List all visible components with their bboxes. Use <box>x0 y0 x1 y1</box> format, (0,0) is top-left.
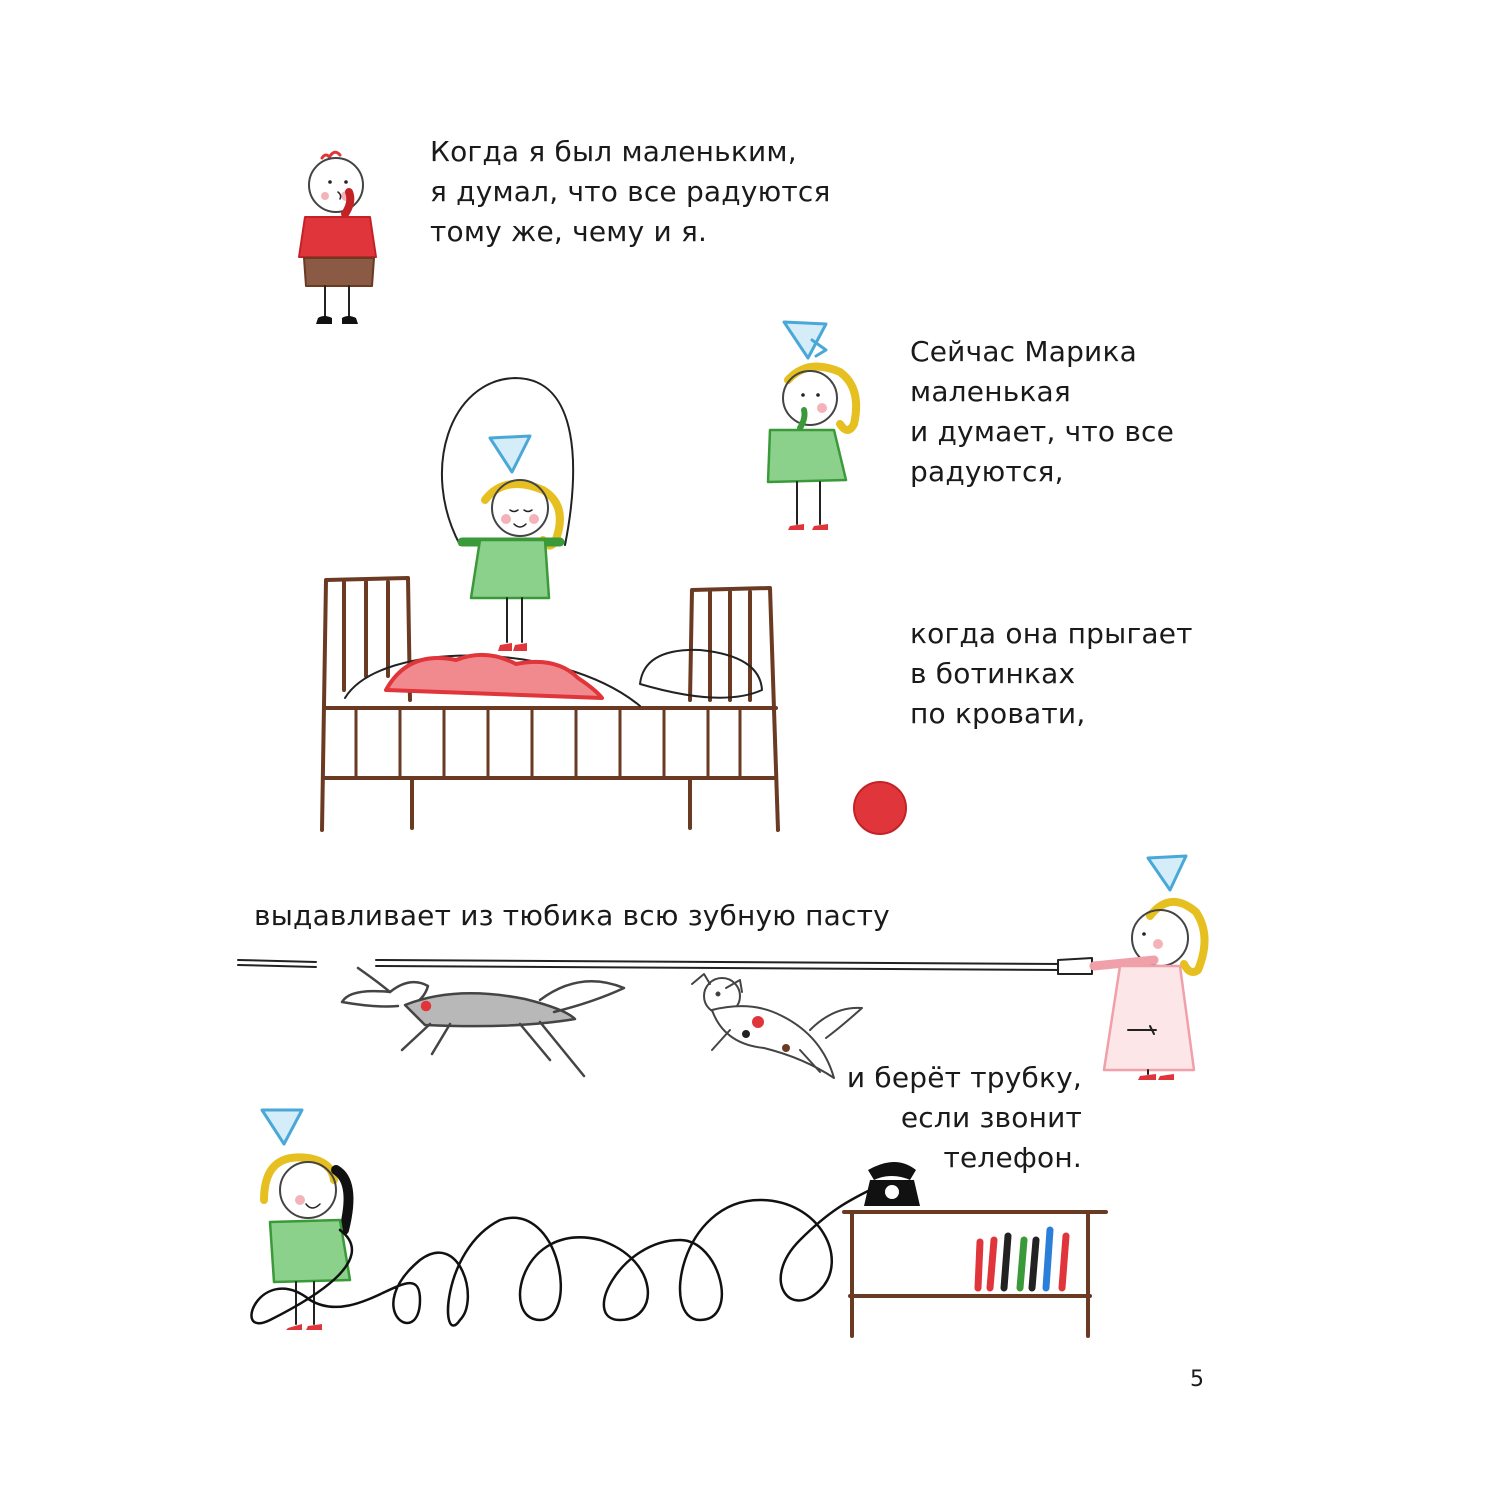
intro-line-3: тому же, чему и я. <box>430 215 708 248</box>
bed-line-3: по кровати, <box>910 697 1086 730</box>
bed-line-2: в ботинках <box>910 657 1076 690</box>
marika-line-4: радуются, <box>910 455 1064 488</box>
girl-with-toothpaste-illustration <box>1094 856 1205 1080</box>
bed-line-1: когда она прыгает <box>910 617 1193 650</box>
marika-line-2: маленькая <box>910 375 1071 408</box>
girl-jumping-rope-illustration <box>442 378 573 651</box>
marika-line-1: Сейчас Марика <box>910 335 1137 368</box>
phone-line-3: телефон. <box>943 1141 1082 1174</box>
page-number: 5 <box>1190 1367 1204 1392</box>
dog-illustration <box>342 968 624 1076</box>
phone-line-1: и берёт трубку, <box>846 1061 1082 1094</box>
bookshelf-illustration <box>844 1212 1106 1336</box>
telephone-illustration <box>864 1162 920 1206</box>
bed-illustration <box>322 578 778 830</box>
red-ball-illustration <box>854 782 906 834</box>
phone-line-2: если звонит <box>900 1101 1082 1134</box>
cat-illustration <box>692 974 862 1078</box>
girl-thinking-illustration <box>768 322 856 530</box>
toothpaste-line-1: выдавливает из тюбика всю зубную пасту <box>254 899 890 932</box>
intro-line-2: я думал, что все радуются <box>430 175 831 208</box>
marika-line-3: и думает, что все <box>910 415 1175 448</box>
boy-thinking-illustration <box>299 152 376 324</box>
toothpaste-line-illustration <box>238 958 1092 974</box>
intro-line-1: Когда я был маленьким, <box>430 135 797 168</box>
